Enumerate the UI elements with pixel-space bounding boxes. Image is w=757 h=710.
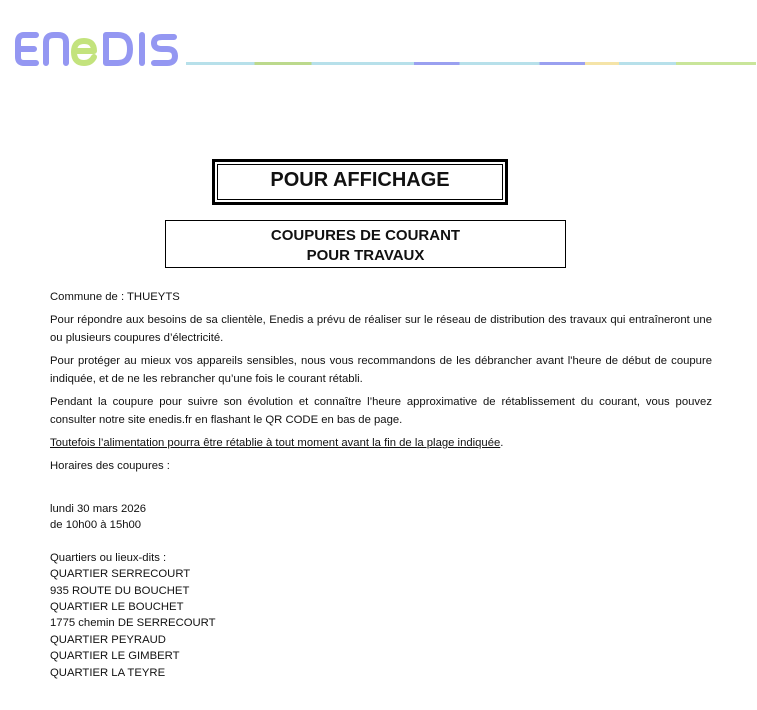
enedis-logo — [14, 30, 180, 68]
list-item: 935 ROUTE DU BOUCHET — [50, 584, 190, 597]
list-item: QUARTIER LA TEYRE — [50, 666, 166, 679]
commune-line: Commune de : THUEYTS — [50, 291, 180, 303]
list-item: QUARTIER LE BOUCHET — [50, 601, 184, 614]
schedule-heading: Horaires des coupures : — [50, 460, 170, 472]
notice-underlined: Toutefois l’alimentation pourra être rétablie à tout moment avant la fin de la plage indiquée — [50, 437, 501, 449]
places-list — [50, 550, 712, 681]
paragraph-3: Pendant la coupure pour suivre son évolution et connaître l’heure approximative de rétablissement du courant, vous pouvez consulter notre site enedis.fr en flashant le QR CODE en bas de page. — [50, 396, 712, 426]
notice-line — [50, 434, 712, 452]
schedule-block — [50, 501, 712, 534]
list-item: QUARTIER SERRECOURT — [50, 568, 191, 581]
notice-end: . — [500, 437, 504, 449]
title-frame — [212, 159, 508, 205]
page-title: POUR AFFICHAGE — [217, 164, 503, 200]
list-item: QUARTIER LE GIMBERT — [50, 650, 180, 663]
places-heading: Quartiers ou lieux-dits : — [50, 551, 167, 564]
list-item: 1775 chemin DE SERRECOURT — [50, 617, 216, 630]
header-decorative-line — [186, 62, 756, 65]
paragraph-1: Pour répondre aux besoins de sa clientèle, Enedis a prévu de réaliser sur le réseau de distribution des travaux qui entraîneront une ou plusieurs coupures d’électricité. — [50, 314, 712, 344]
subtitle-box — [165, 220, 566, 268]
schedule-date: lundi 30 mars 2026 — [50, 503, 147, 515]
notice-body — [50, 288, 712, 681]
schedule-time: de 10h00 à 15h00 — [50, 519, 142, 532]
subtitle-line-1: COUPURES DE COURANT — [270, 227, 461, 244]
paragraph-2: Pour protéger au mieux vos appareils sensibles, nous vous recommandons de les débrancher avant l'heure de début de coupure indiquée, et de ne les rebrancher qu’une fois le courant rétabli. — [50, 355, 712, 385]
list-item: QUARTIER PEYRAUD — [50, 633, 166, 646]
subtitle-line-2: POUR TRAVAUX — [306, 247, 425, 264]
